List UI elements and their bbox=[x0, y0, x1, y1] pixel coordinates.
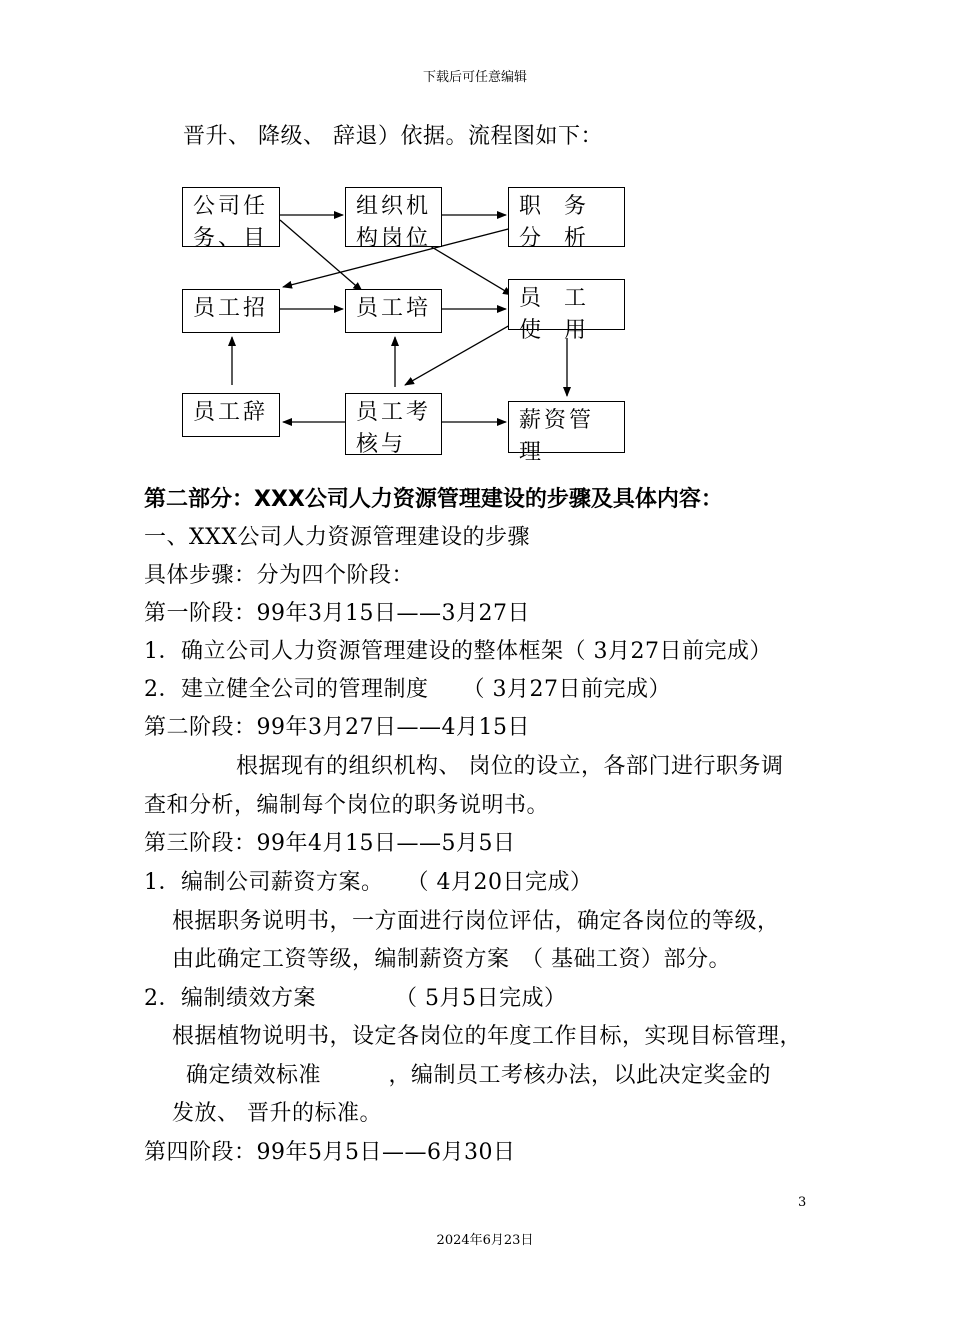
text-line-5: 2．建立健全公司的管理制度 （ 3月27日前完成） bbox=[144, 677, 671, 702]
flow-box-task: 公司任务、目 bbox=[182, 187, 280, 247]
page-header: 下载后可任意编辑 bbox=[422, 70, 527, 85]
text-line-10: 1．编制公司薪资方案。 （ 4月20日完成） bbox=[144, 870, 593, 895]
flow-box-use: 员 工 使 用 bbox=[508, 279, 625, 330]
text-line-6: 第二阶段：99年3月27日——4月15日 bbox=[144, 715, 530, 740]
flowchart-arrows bbox=[0, 0, 950, 480]
intro-line: 晋升、 降级、 辞退）依据。流程图如下： bbox=[183, 124, 603, 149]
text-line-7: 根据现有的组织机构、 岗位的设立，各部门进行职务调 bbox=[236, 754, 784, 779]
text-line-15: 确定绩效标准 ，编制员工考核办法，以此决定奖金的 bbox=[186, 1063, 772, 1088]
text-line-8: 查和分析，编制每个岗位的职务说明书。 bbox=[144, 793, 550, 818]
footer-date: 2024年6月23日 bbox=[436, 1233, 534, 1248]
flow-box-org: 组织机构岗位 bbox=[345, 187, 442, 247]
text-line-14: 根据植物说明书，设定各岗位的年度工作目标，实现目标管理， bbox=[172, 1024, 803, 1049]
text-line-11: 根据职务说明书，一方面进行岗位评估，确定各岗位的等级， bbox=[172, 909, 780, 934]
text-line-9: 第三阶段：99年4月15日——5月5日 bbox=[144, 831, 516, 856]
flow-box-salary: 薪资管理 bbox=[508, 401, 625, 453]
arrow-use-to-assess bbox=[405, 325, 510, 385]
text-line-12: 由此确定工资等级，编制薪资方案 （ 基础工资）部分。 bbox=[172, 947, 731, 972]
text-line-16: 发放、 晋升的标准。 bbox=[172, 1101, 382, 1126]
text-line-13: 2．编制绩效方案 （ 5月5日完成） bbox=[144, 986, 567, 1011]
flow-box-recruit: 员工招 bbox=[182, 289, 280, 333]
flow-box-resign: 员工辞 bbox=[182, 393, 280, 437]
flow-box-train: 员工培 bbox=[345, 289, 442, 333]
page-number: 3 bbox=[798, 1195, 807, 1210]
section-title: 第二部分：XXX公司人力资源管理建设的步骤及具体内容： bbox=[144, 487, 723, 512]
text-line-17: 第四阶段：99年5月5日——6月30日 bbox=[144, 1140, 516, 1165]
text-line-4: 1．确立公司人力资源管理建设的整体框架（ 3月27日前完成） bbox=[144, 639, 772, 664]
arrow-org-to-use bbox=[430, 246, 512, 295]
text-line-3: 第一阶段：99年3月15日——3月27日 bbox=[144, 601, 530, 626]
flow-box-duty: 职 务 分 析 bbox=[508, 187, 625, 247]
text-line-1: 一、XXX公司人力资源管理建设的步骤 bbox=[144, 525, 530, 550]
flow-box-assess: 员工考核与 bbox=[345, 393, 442, 455]
text-line-2: 具体步骤：分为四个阶段： bbox=[144, 563, 415, 588]
